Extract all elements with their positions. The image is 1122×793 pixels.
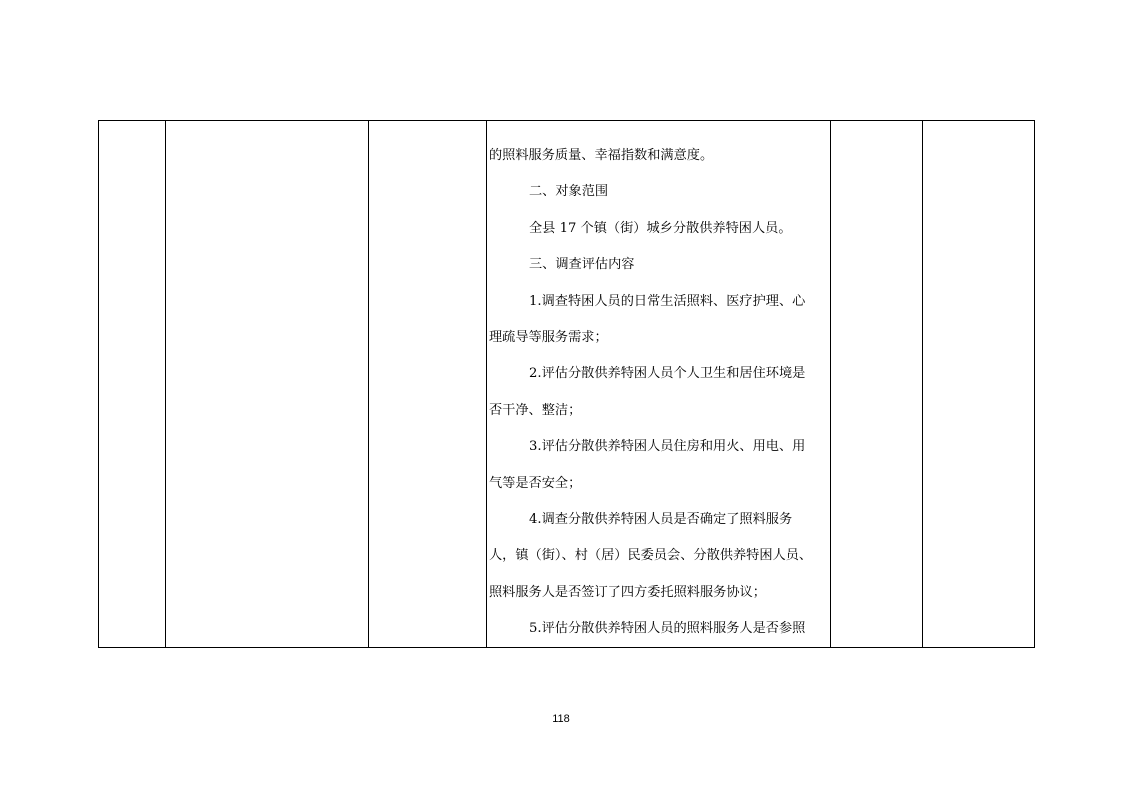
content-line: 人，镇（街）、村（居）民委员会、分散供养特困人员、 bbox=[489, 548, 813, 564]
content-line: 4.调查分散供养特困人员是否确定了照料服务 bbox=[529, 511, 793, 527]
content-line: 的照料服务质量、幸福指数和满意度。 bbox=[489, 148, 714, 163]
content-line: 1.调查特困人员的日常生活照料、医疗护理、心 bbox=[529, 293, 806, 309]
table-cell-col1 bbox=[99, 121, 166, 648]
table-row bbox=[99, 121, 1035, 648]
table-cell-col3 bbox=[369, 121, 487, 648]
content-line: 3.评估分散供养特困人员住房和用火、用电、用 bbox=[529, 439, 806, 455]
table-cell-col5 bbox=[831, 121, 923, 648]
content-line: 否干净、整洁； bbox=[489, 402, 582, 418]
content-line: 全县 17 个镇（街）城乡分散供养特困人员。 bbox=[529, 220, 792, 236]
table-cell-col6 bbox=[923, 121, 1035, 648]
content-line: 照料服务人是否签订了四方委托照料服务协议； bbox=[489, 584, 766, 600]
content-line: 5.评估分散供养特困人员的照料服务人是否参照 bbox=[529, 621, 806, 637]
content-line: 理疏导等服务需求； bbox=[489, 329, 608, 345]
content-line: 气等是否安全； bbox=[489, 475, 582, 491]
content-line: 三、调查评估内容 bbox=[529, 257, 635, 273]
content-line: 2.评估分散供养特困人员个人卫生和居住环境是 bbox=[529, 366, 806, 382]
table-cell-col2 bbox=[166, 121, 369, 648]
content-line: 二、对象范围 bbox=[529, 184, 609, 200]
content-text-block bbox=[487, 121, 830, 647]
page-number: 118 bbox=[552, 713, 570, 725]
table-cell-content bbox=[487, 121, 831, 648]
document-table bbox=[98, 120, 1035, 648]
